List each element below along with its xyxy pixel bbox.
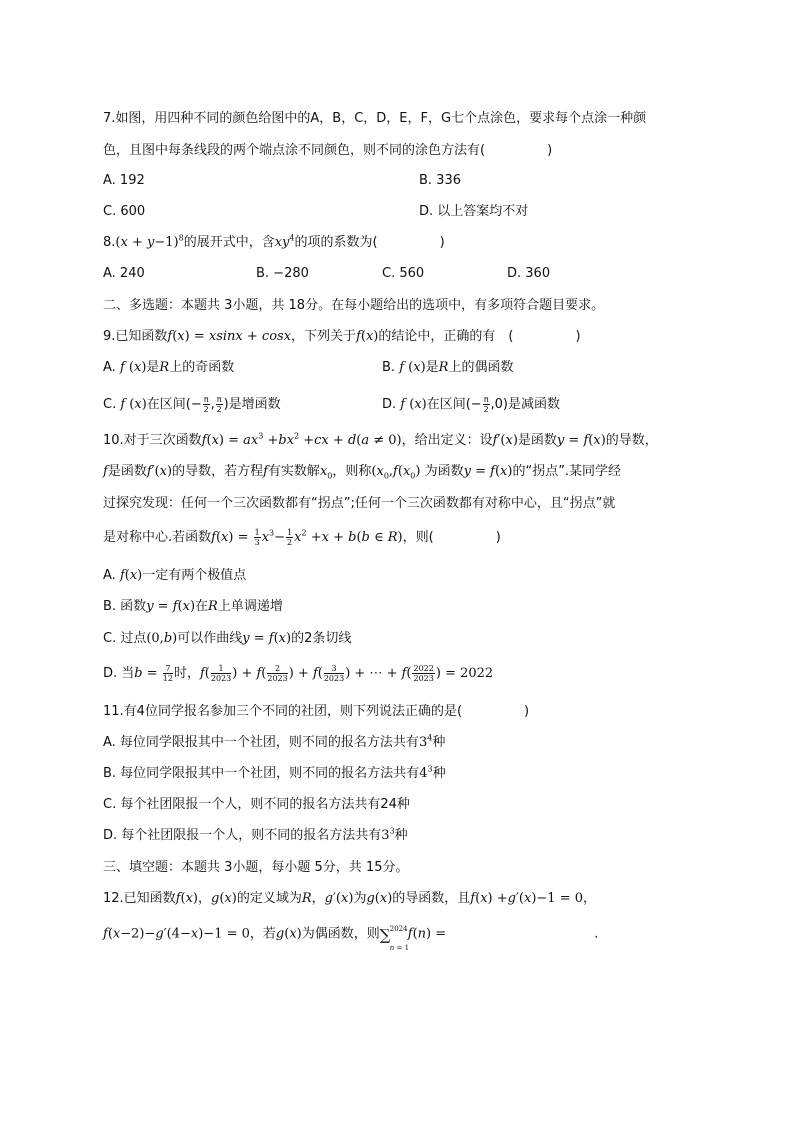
q8-option-c[interactable]: C. 560 — [382, 266, 425, 281]
q7-option-a[interactable]: A. 192 — [103, 173, 145, 188]
q11-option-a[interactable]: A. 每位同学限报其中一个社团，则不同的报名方法共有$3^4$种 — [103, 733, 446, 750]
q7-option-c[interactable]: C. 600 — [103, 204, 146, 219]
q9-option-d[interactable]: D. f (x)在区间(− $\frac{\pi}{2}$ ,0)是减函数 — [382, 395, 561, 414]
q8-stem: $8.(x + y-1)^8$的展开式中，含$xy^4$的项的系数为( ) — [103, 233, 445, 250]
q10-stem-line1: 10.对于三次函数$f(x) = ax^3 +bx^2 +cx + d(a \ne 0)$，给出定义：设f′(x)是函数y = f(x)的导数， — [103, 431, 658, 448]
q8-option-b[interactable]: B. −280 — [256, 266, 309, 281]
q8-option-d[interactable]: D. 360 — [507, 266, 551, 281]
q9-option-a[interactable]: A. f (x)是R上的奇函数 — [103, 360, 235, 375]
q12-stem-line2: f(x−2)−g′(4−x)−1 = 0，若g(x)为偶函数，则 ∑ 2024 n = 1 f(n) = . — [103, 925, 599, 952]
section-2-heading: 二、多选题：本题共 3小题，共 18分。在每小题给出的选项中，有多项符合题目要求。 — [103, 298, 605, 313]
q10-stem-line2: f是函数f′(x)的导数，若方程f有实数解$x_0$，则称($x_0,f(x_0)$ 为函数y = f(x)的“拐点”.某同学经 — [103, 464, 622, 481]
q9-option-b[interactable]: B. f (x)是R上的偶函数 — [382, 360, 514, 375]
q7-stem-line1: 7.如图，用四种不同的颜色给图中的A，B，C，D，E，F，G七个点涂色，要求每个点涂一种颜 — [103, 111, 647, 126]
q11-option-d[interactable]: D. 每个社团限报一个人，则不同的报名方法共有$3^3$种 — [103, 826, 408, 843]
q7-option-d[interactable]: D. 以上答案均不对 — [419, 204, 529, 219]
q11-option-c[interactable]: C. 每个社团限报一个人，则不同的报名方法共有24种 — [103, 797, 410, 812]
q10-stem-line3: 过探究发现：任何一个三次函数都有“拐点”;任何一个三次函数都有对称中心，且“拐点”就 — [103, 496, 616, 511]
q12-stem-line1: 12.已知函数f(x)，g(x)的定义域为R，g′(x)为g(x)的导函数，且f(x) +g′(x)−1 = 0， — [103, 891, 597, 906]
q9-option-c[interactable]: C. f (x)在区间(− $\frac{\pi}{2}$ , $\frac{\pi}{2}$ )是增函数 — [103, 395, 281, 414]
section-3-heading: 三、填空题：本题共 3小题，每小题 5分，共 15分。 — [103, 860, 409, 875]
q7-stem-line2: 色，且图中每条线段的两个端点涂不同颜色，则不同的涂色方法有( ) — [103, 143, 553, 158]
q7-option-b[interactable]: B. 336 — [419, 173, 461, 188]
q10-stem-line4: 是对称中心.若函数f(x) = $\frac{1}{3}$ $x^3-$ $\frac{1}{2}$ $x^2 +x + b(b$ ∈ R)，则( ) — [103, 528, 501, 547]
q10-option-d[interactable]: D. 当b = $\frac{7}{12}$ 时，f( $\frac{1}{2023}$ ) + f( $\frac{2}{2023}$ ) + f( $\frac{3}{2023}$ ) + ⋯ + f( $\frac{2022}{2023}$ ) = 2022 — [103, 664, 494, 683]
q11-option-b[interactable]: B. 每位同学限报其中一个社团，则不同的报名方法共有$4^3$种 — [103, 764, 446, 781]
q9-stem: 9.已知函数f(x) = xsinx + cosx，下列关于f(x)的结论中，正确的有 ( ) — [103, 329, 581, 344]
q10-option-c[interactable]: C. 过点(0,b)可以作曲线y = f(x)的2条切线 — [103, 631, 352, 646]
q11-stem: 11.有4位同学报名参加三个不同的社团，则下列说法正确的是( ) — [103, 704, 530, 719]
q10-option-a[interactable]: A. f(x)一定有两个极值点 — [103, 568, 247, 583]
q10-option-b[interactable]: B. 函数y = f(x)在R上单调递增 — [103, 599, 283, 614]
q8-option-a[interactable]: A. 240 — [103, 266, 145, 281]
